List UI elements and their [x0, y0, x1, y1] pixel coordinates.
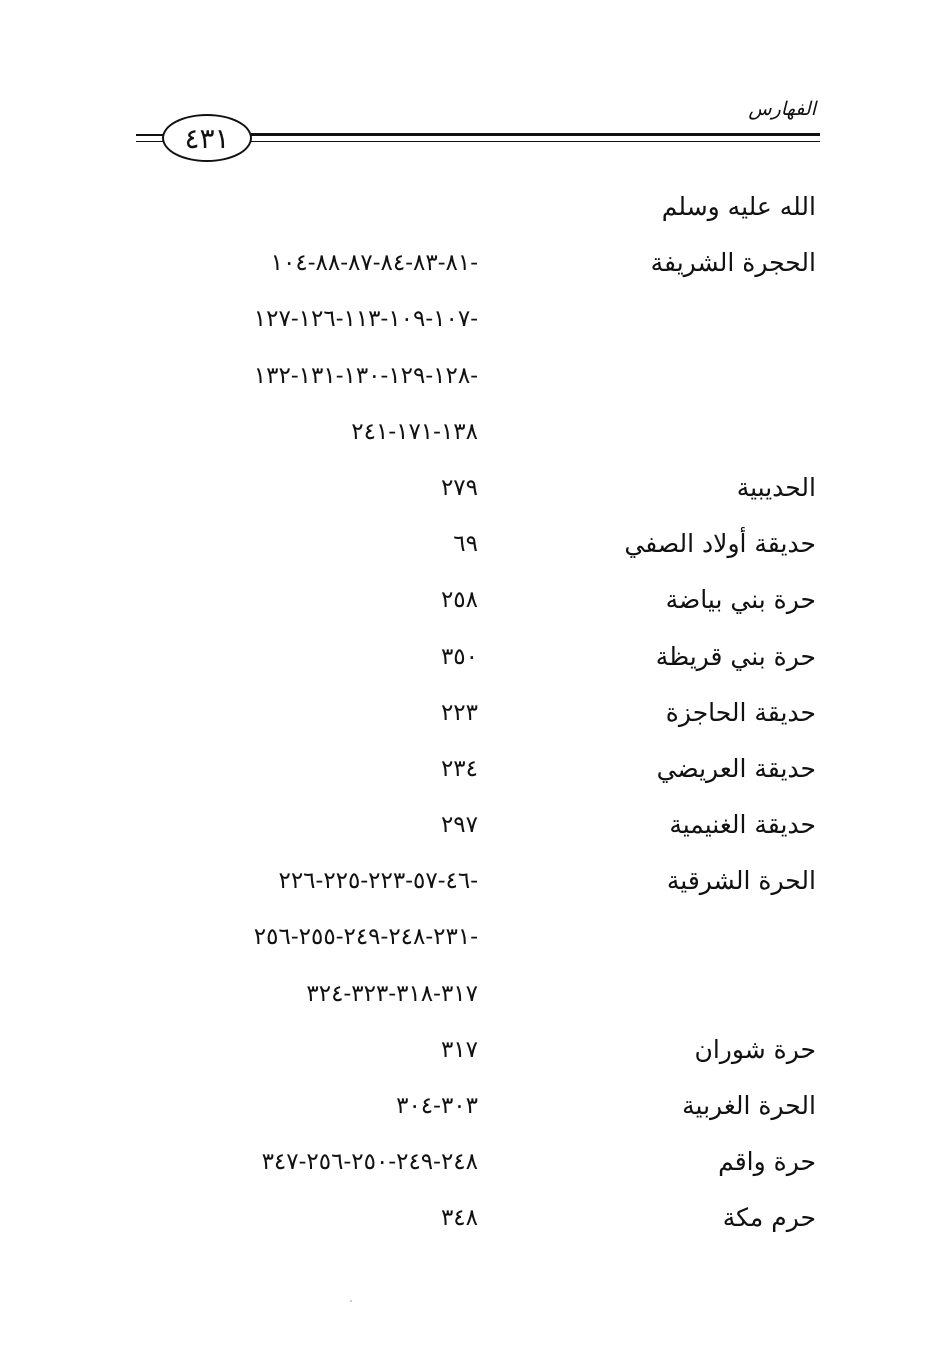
index-entry	[0, 969, 944, 1025]
scan-speck	[350, 1300, 352, 1302]
index-entry	[0, 463, 944, 519]
entry-pages: ٣٤٨	[440, 1205, 478, 1232]
entry-pages: ٢٢٣	[440, 699, 478, 726]
index-entry	[0, 688, 944, 744]
entry-term: حرم مكة	[722, 1203, 816, 1233]
entry-pages: -١٠٧-١٠٩-١١٣-١٢٦-١٢٧	[253, 306, 478, 333]
index-entry	[0, 182, 944, 238]
page-number: ٤٣١	[184, 121, 230, 155]
entry-pages: ١٣٨-١٧١-٢٤١	[351, 418, 478, 445]
index-entries	[0, 182, 944, 1250]
entry-pages: ٢٩٧	[440, 812, 478, 839]
entry-term: الحرة الغربية	[682, 1091, 816, 1120]
index-entry	[0, 294, 944, 350]
index-entry	[0, 1081, 944, 1137]
page-number-badge	[162, 114, 252, 162]
index-entry	[0, 407, 944, 463]
entry-pages: ٣٠٣-٣٠٤	[396, 1093, 478, 1119]
entry-term: حرة بني بياضة	[665, 585, 816, 615]
entry-term: حديقة الحاجزة	[665, 697, 816, 727]
entry-pages: -٢٣١-٢٤٨-٢٤٩-٢٥٥-٢٥٦	[253, 924, 478, 951]
section-title: الفهارس	[748, 98, 816, 120]
entry-pages: -١٢٨-١٢٩-١٣٠-١٣١-١٣٢	[253, 362, 478, 389]
header-rule-thin	[232, 141, 820, 142]
header-rule-thick	[232, 133, 820, 136]
index-entry	[0, 351, 944, 407]
index-entry	[0, 912, 944, 968]
entry-term: حرة واقم	[718, 1147, 816, 1177]
entry-term: حديقة العريضي	[656, 753, 816, 783]
entry-term: الحجرة الشريفة	[650, 248, 816, 278]
entry-term: حرة شوران	[694, 1034, 816, 1064]
index-entry	[0, 1137, 944, 1193]
entry-pages: ٣٥٠	[440, 643, 478, 670]
index-entry	[0, 632, 944, 688]
entry-pages: -٨١-٨٣-٨٤-٨٧-٨٨-١٠٤	[270, 250, 478, 277]
index-entry	[0, 1025, 944, 1081]
entry-term: الله عليه وسلم	[661, 192, 816, 221]
entry-pages: ٢٥٨	[440, 587, 478, 614]
entry-pages: ٣١٧-٣١٨-٣٢٣-٣٢٤	[306, 980, 478, 1007]
entry-term: الحرة الشرقية	[666, 866, 816, 896]
index-entry	[0, 856, 944, 912]
entry-pages: -٤٦-٥٧-٢٢٣-٢٢٥-٢٢٦	[278, 868, 478, 895]
entry-term: حرة بني قريظة	[655, 641, 816, 671]
entry-pages: ٢٤٨-٢٤٩-٢٥٠-٢٥٦-٣٤٧	[261, 1149, 478, 1176]
index-entry	[0, 744, 944, 800]
index-entry	[0, 519, 944, 575]
entry-pages: ٣١٧	[440, 1036, 478, 1063]
entry-term: الحديبية	[736, 472, 816, 502]
index-entry	[0, 238, 944, 294]
entry-pages: ٢٧٩	[440, 474, 478, 501]
index-entry	[0, 800, 944, 856]
index-entry	[0, 1193, 944, 1249]
index-entry	[0, 575, 944, 631]
entry-pages: ٢٣٤	[440, 755, 478, 782]
entry-term: حديقة أولاد الصفي	[624, 529, 816, 559]
entry-term: حديقة الغنيمية	[669, 810, 816, 840]
entry-pages: ٦٩	[453, 531, 478, 558]
